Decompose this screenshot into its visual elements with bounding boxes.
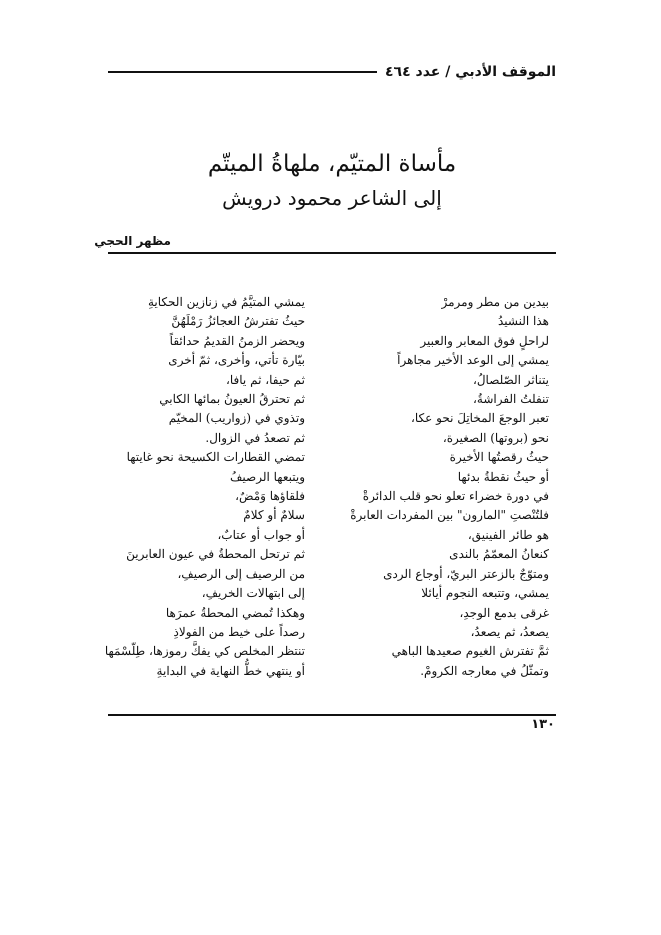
author-rule [108,252,556,254]
header-rule [108,71,377,73]
poem-dedication: إلى الشاعر محمود درويش [222,186,442,210]
verse-line: من الرصيف إلى الرصيفِ، [177,566,305,581]
verse-line: هذا النشيدُ [497,314,549,329]
verse-line: تعبر الوجعَ المخاتِلَ نحو عكا، [411,411,549,426]
verse-line: ثم ترتحل المحطةُ في عيون العابرينَ [126,547,305,562]
verse-line: وتذوي في (زواريب) المخيّم [168,411,305,426]
verse-line: نحو (بروتها) الصغيرة، [442,430,549,445]
verse-line: يمشي، وتتبعه النجوم أيائلا [421,586,549,601]
verse-line: أو ينتهي خطُّ النهاية في البدايةِ [156,663,305,678]
verse-line: يمشي إلى الوعد الأخير مجاهراً [397,353,549,368]
verse-line: أو حيثُ نقطةُ بدئها [457,469,549,484]
verse-line: تنتظر المخلص كي يفكَّ رموزها، طِلّسْمَها [104,644,305,659]
verse-line: يمشي المتيَّمُ في زنازين الحكايةِ [148,295,305,309]
verse-line: ثم تحترقُ العيونُ بمائها الكابي [159,392,305,407]
verse-line: حيثُ تفترشُ العجائزُ رَمْلَهُنَّ [171,314,305,329]
poem-column-right [334,293,549,681]
verse-line: غرقى بدمع الوجدِ، [459,605,549,620]
verse-line: ويحضر الزمنُ القديمُ حدائقاً [169,333,305,348]
verse-line: بيدين من مطر ومرمرْ [441,295,549,309]
verse-line: لراحلٍ فوق المعابر والعبير [420,333,549,348]
verse-line: ثمَّ تفترش الغيوم صعيدها الباهي [391,644,549,659]
verse-line: تمضي القطارات الكسيحة نحو غايتها [126,450,305,465]
verse-line: وهكذا تُمضي المحطةُ عمرَها [165,605,305,620]
poem-column-left [100,293,305,681]
poem-title: مأساة المتيّم، ملهاةُ الميتّم [207,151,457,177]
verse-line: كنعانُ المعمّمُ بالندى [449,547,549,562]
verse-line: بيّارة تأتي، وأخرى، ثمّ أخرى [168,353,305,368]
verse-line: وتمثّلُ في معارجه الكرومْ. [420,663,549,678]
verse-line: فلتُنْصتِ "المارون" بين المفردات العابرةْ [350,508,549,523]
verse-line: يتناثر الصّلصالُ، [472,372,549,387]
verse-line: في دورة خضراء تعلو نحو قلب الدائرةْ [362,489,549,504]
author-name: مظهر الحجي [94,234,171,248]
verse-line: سلامٌ أو كلامٌ [243,508,305,523]
verse-line: ومتوّجٌ بالزعتر البريّ، أوجاع الردى [383,566,549,581]
verse-line: حيثُ رقصتُها الأخيرة [449,450,549,465]
verse-line: هو طائر الفينيق، [467,527,549,542]
running-header [108,60,556,84]
verse-line: ثم تصعدُ في الزوال. [205,430,305,445]
verse-line: ثم حيفا، ثم يافا، [226,372,305,387]
page-number: ١٣٠ [531,717,555,732]
verse-line: إلى ابتهالات الخريفِ، [201,586,305,601]
verse-line: ويتبعها الرصيفُ [229,469,305,484]
running-header-text: الموقف الأدبي / عدد ٤٦٤ [385,64,556,80]
verse-line: تنفلتُ الفراشةُ، [473,392,549,407]
verse-line: رصداً على خيط من الفولاذِ [173,624,305,639]
verse-line: يصعدُ، ثم يصعدُ، [470,624,549,639]
footer-rule [108,714,556,716]
verse-line: فلقاؤها وَمْضٌ، [235,489,305,504]
verse-line: أو جواب أو عتابٌ، [217,527,305,542]
